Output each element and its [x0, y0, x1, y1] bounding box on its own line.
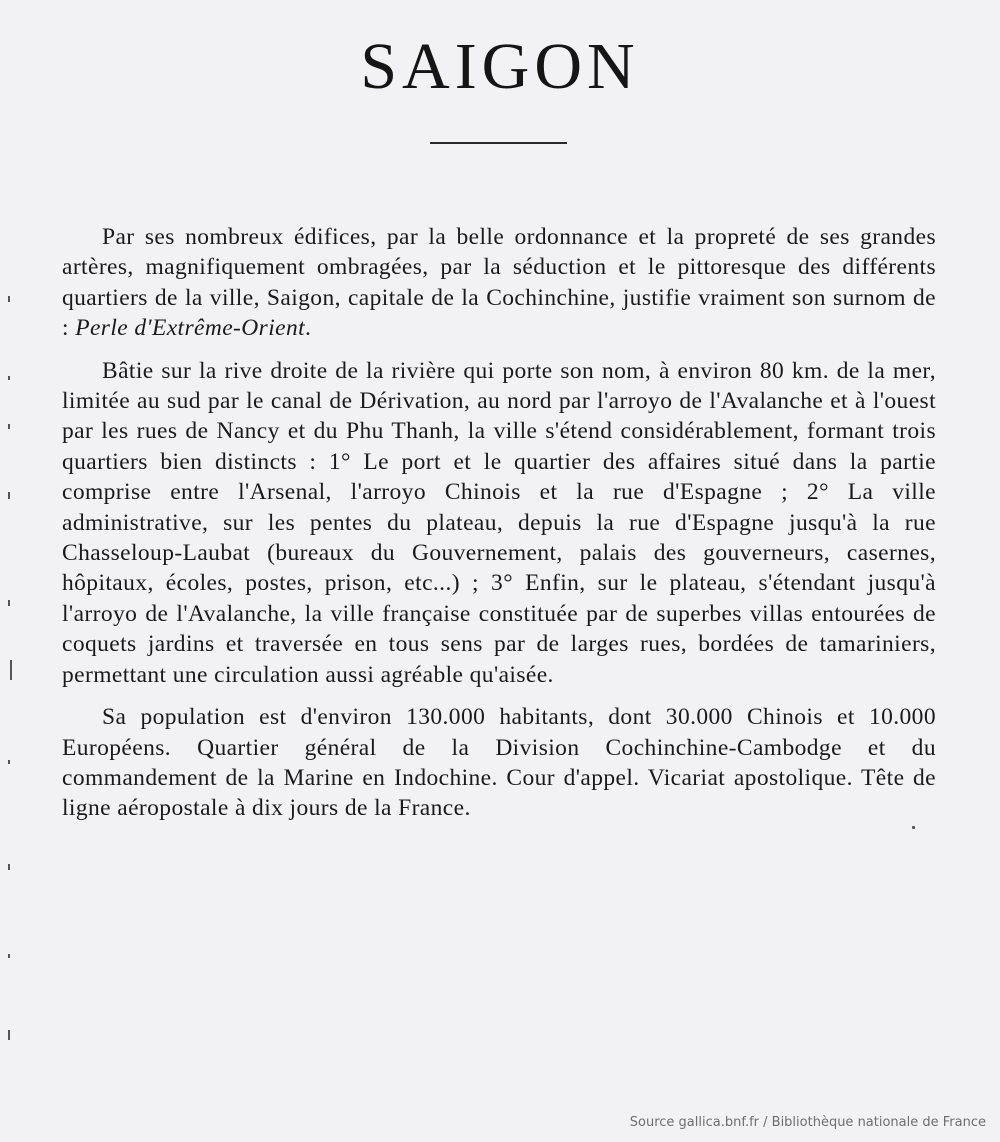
scan-mark — [8, 1030, 10, 1040]
source-credit: Source gallica.bnf.fr / Bibliothèque nationale de France — [629, 1115, 986, 1130]
scan-mark — [8, 954, 10, 958]
scan-mark — [8, 424, 10, 429]
scan-mark — [8, 600, 10, 606]
scan-mark — [8, 376, 10, 380]
scan-mark — [912, 826, 915, 829]
scan-mark — [8, 492, 10, 499]
paragraph-1-emphasis: Perle d'Extrême-Orient — [75, 315, 306, 342]
paragraph-2-text: Bâtie sur la rive droite de la rivière qui porte son nom, à environ 80 km. de la mer, limitée au sud par le canal de Dérivation, au nord par l'arroyo de l'Avalanche et à l'ouest par les rues de Nancy et du Phu Thanh, la ville s'étend considérablement, formant trois quartiers bien distincts : 1° Le port et le quartier des affaires situé dans la partie comprise entre l'Arsenal, l'arroyo Chinois et la rue d'Espagne ; 2° La ville administrative, sur les pentes du plateau, depuis la rue d'Espagne jusqu'à la rue Chasseloup-Laubat (bureaux du Gouvernement, palais des gouverneurs, casernes, hôpitaux, écoles, postes, prison, etc...) ; 3° Enfin, sur le plateau, s'étendant jusqu'à l'arroyo de l'Avalanche, la ville française constituée par de superbes villas entourées de coquets jardins et traversée en tous sens par de larges rues, bordées de tamariniers, permettant une circulation aussi agréable qu'aisée. — [62, 357, 936, 688]
paragraph-1-text: Par ses nombreux édifices, par la belle ordonnance et la propreté de ses grandes artères, magnifiquement ombragées, par la séduction et le pittoresque des différents quartiers de la ville, Saigon, capitale de la Cochinchine, justifie vraiment son surnom de : — [62, 224, 936, 342]
page-title: SAIGON — [360, 30, 640, 103]
paragraph-1 — [62, 222, 936, 344]
scan-mark — [10, 660, 12, 680]
paragraph-2 — [62, 356, 936, 690]
paragraph-3 — [62, 702, 936, 824]
body-text — [62, 222, 936, 824]
scan-mark — [8, 864, 10, 870]
title-divider — [430, 142, 567, 144]
scan-mark — [8, 296, 10, 302]
paragraph-1-end: . — [305, 315, 312, 342]
paragraph-3-text: Sa population est d'environ 130.000 habitants, dont 30.000 Chinois et 10.000 Européens. Quartier général de la Division Cochinchine-Cambodge et du commandement de la Marine en Indochine. Cour d'appel. Vicariat apostolique. Tête de ligne aéropostale à dix jours de la France. — [62, 704, 936, 822]
scan-mark — [8, 760, 10, 764]
